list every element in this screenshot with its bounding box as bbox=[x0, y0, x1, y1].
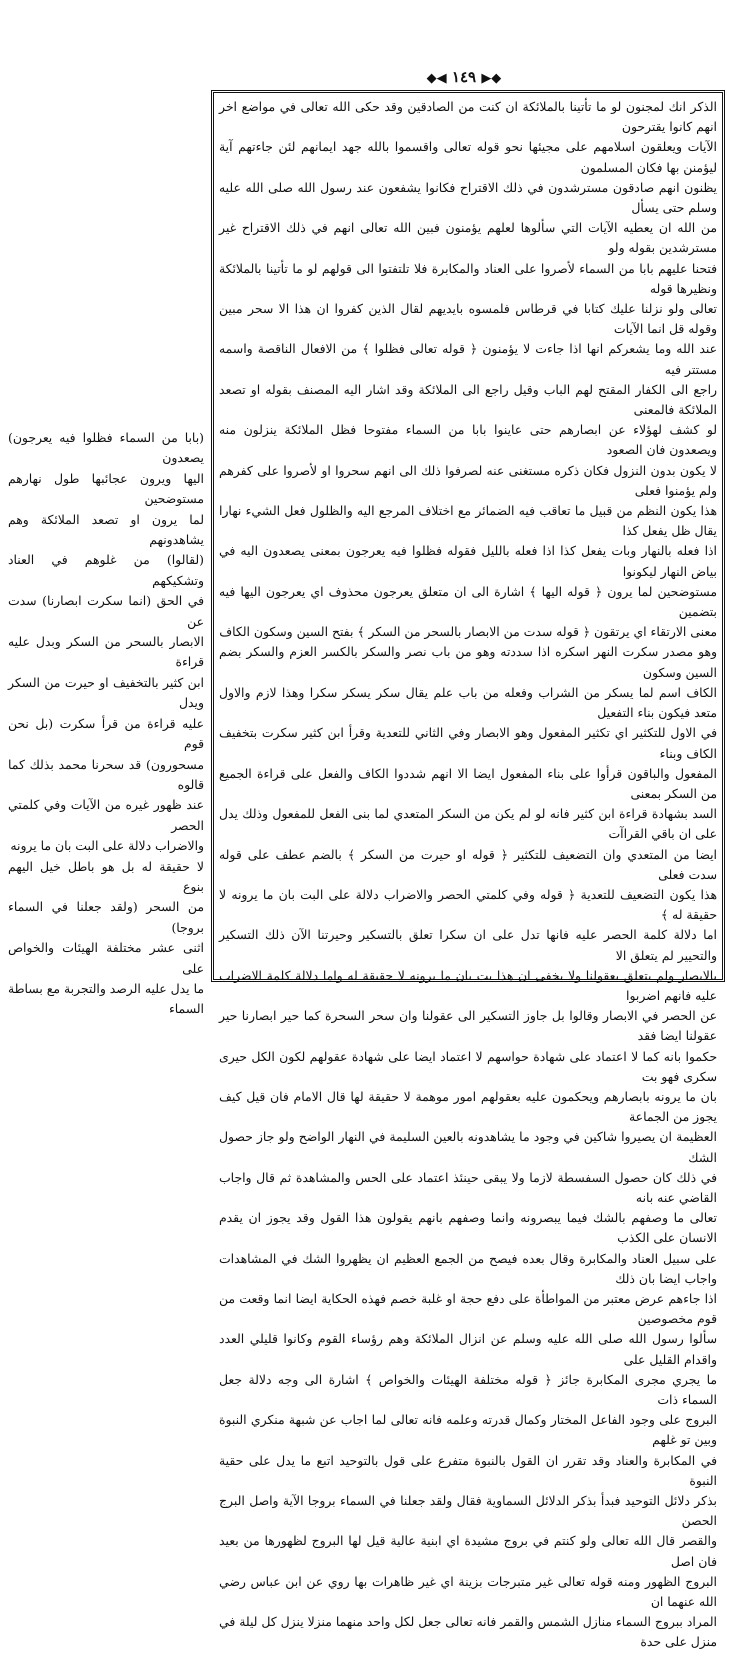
main-text-line: هذا يكون النظم من قبيل ما تعاقب فيه الضمائر مع اختلاف المرجع اليه والظلول فعل الشيء نهارا يقال ظل يفعل كذا bbox=[219, 503, 717, 539]
margin-text-line: الابصار بالسحر من السكر وبدل عليه قراءة bbox=[8, 634, 204, 670]
main-text-line: الآيات ويعلقون اسلامهم على مجيئها نحو قوله تعالى واقسموا بالله جهد ايمانهم لئن جاءتهم آية ليؤمنن بها فكان المسلمون bbox=[219, 139, 717, 175]
main-text-line: السد بشهادة قراءة ابن كثير فانه لو لم يكن من السكر المتعدي لما بنى الفعل للمفعول وذلك يدل على ان باقي القراآت bbox=[219, 806, 717, 842]
margin-text-line: عليه قراءة من قرأ سكرت (بل نحن قوم bbox=[8, 715, 204, 752]
main-text-line: في ذلك كان حصول السفسطة لازما ولا يبقى حينئذ اعتماد على الحس والمشاهدة ثم قال واجاب القاضي عنه بانه bbox=[219, 1169, 717, 1205]
main-text-line: مستوضحين لما يرون ﴿ قوله اليها ﴾ اشارة الى ان متعلق يعرجون محذوف اي يعرجون اليها فيه بتضمين bbox=[219, 583, 717, 620]
main-text-line: على سبيل العناد والمكابرة وقال بعده فيصح من الجمع العظيم ان يظهروا الشك في المشاهدات واجاب ايضا بان ذلك bbox=[219, 1250, 717, 1286]
main-text-line: البروج الظهور ومنه قوله تعالى غير متبرجات بزينة اي غير ظاهرات بها روي عن ابن عباس رضي الله عنهما ان bbox=[219, 1573, 717, 1610]
main-text-line: في الاول للتكثير اي تكثير المفعول وهو الابصار وفي الثاني للتعدية وقرأ ابن كثير سكرت بتخفيف الكاف وبناء bbox=[219, 725, 717, 761]
main-text-line: ما يجري مجرى المكابرة جائز ﴿ قوله مختلفة الهيئات والخواص ﴾ اشارة الى وجه دلالة جعل السماء ذات bbox=[219, 1371, 717, 1407]
main-text-line: اما دلالة كلمة الحصر عليه فانها تدل على ان سكرا تعلق بالتسكير وحيرتنا الآن ذلك التسكير والتحيير لم يتعلق الا bbox=[219, 927, 717, 963]
main-text-line: البروج على وجود الفاعل المختار وكمال قدرته وعلمه فانه تعالى لما اجاب عن شبهة منكري النبوة وبين تو غلهم bbox=[219, 1412, 717, 1448]
main-text-line: حكموا بانه كما لا اعتماد على شهادة حواسهم لا اعتماد ايضا على شهادة عقولهم لكون الكل حيرى سكرى فهو بت bbox=[219, 1048, 717, 1084]
margin-text-line: ما يدل عليه الرصد والتجربة مع بساطة السماء bbox=[8, 980, 204, 1017]
main-text-line: وهو مصدر سكرت النهر اسكره اذا سددته وهو من باب نصر والسكر بالكسر العزم والسكر بضم السين وسكون bbox=[219, 644, 717, 680]
main-text-line: المراد ببروج السماء منازل الشمس والقمر فانه تعالى جعل لكل واحد منهما منزلا ينزل كل ليلة في منزل على حدة bbox=[219, 1614, 717, 1650]
main-text-line: لو كشف لهؤلاء عن ابصارهم حتى عاينوا بابا من السماء مفتوحا فظل الملائكة ينزلون منه ويصعدون فان الصعود bbox=[219, 422, 717, 458]
main-text-line: اذا جاءهم عرض معتبر من المواطأة على دفع حجة او غلبة خصم فهذه الحكاية ايضا انما وقعت من قوم مخصوصين bbox=[219, 1290, 717, 1327]
main-text-line: عند الله وما يشعركم انها اذا جاءت لا يؤمنون ﴿ قوله تعالى فظلوا ﴾ من الافعال الناقصة واسمه مستتر فيه bbox=[219, 341, 717, 377]
main-text-line: عن الحصر في الابصار وقالوا بل جاوز التسكير الى عقولنا وان سحر السحرة كما حير ابصارنا حير عقولنا ايضا فقد bbox=[219, 1008, 717, 1044]
main-text-line: الذكر انك لمجنون لو ما تأتينا بالملائكة ان كنت من الصادقين وقد حكى الله تعالى في مواضع اخر انهم كانوا يقترحون bbox=[219, 99, 717, 135]
main-text-line: من الله ان يعطيه الآيات التي سألوها لعلهم يؤمنون فبين الله تعالى انهم في ذلك الاقتراح غير مسترشدين بقوله ولو bbox=[219, 220, 717, 256]
margin-text-line: اليها ويرون عجائبها طول نهارهم مستوضحين bbox=[8, 470, 204, 507]
main-commentary-text bbox=[219, 97, 717, 1650]
margin-text-line: من السحر (ولقد جعلنا في السماء بروجا) bbox=[8, 899, 204, 935]
main-text-line: راجع الى الكفار المقتح لهم الباب وقيل راجع الى الملائكة وقد اشار اليه المصنف بقوله او تصعد الملائكة فالمعنى bbox=[219, 381, 717, 418]
margin-text-line: ابن كثير بالتخفيف او حيرت من السكر ويدل bbox=[8, 674, 204, 711]
main-text-line: بالابصار ولم يتعلق بعقولنا ولا يخفى ان هذا بت بان ما يرونه لا حقيقة له واما دلالة كلمة الاضراب عليه فانهم اضربوا bbox=[219, 967, 717, 1003]
ornament-left-icon: ◆◀ bbox=[426, 71, 447, 86]
main-text-line: هذا يكون التضعيف للتعدية ﴿ قوله وفي كلمتي الحصر والاضراب دلالة على البت بان ما يرونه لا حقيقة له ﴾ bbox=[219, 886, 717, 923]
main-text-line: اذا فعله بالنهار وبات يفعل كذا اذا فعله بالليل فقوله فظلوا فيه يعرجون بمعنى يصعدون اليه في بياض النهار ليكونوا bbox=[219, 543, 717, 579]
margin-text-line: (بابا من السماء فظلوا فيه يعرجون) يصعدون bbox=[8, 430, 204, 466]
main-text-line: في المكابرة والعناد وقد تقرر ان القول بالنبوة متفرع على قول بالتوحيد اتبع ما يدل على حقية النبوة bbox=[219, 1452, 717, 1488]
page-number bbox=[418, 68, 510, 86]
main-text-line: المفعول والباقون قرأوا على بناء المفعول ايضا الا انهم شددوا الكاف والفعل على قراءة الجميع من السكر بمعنى bbox=[219, 765, 717, 801]
main-text-line: ايضا من المتعدي وان التضعيف للتكثير ﴿ قوله او حيرت من السكر ﴾ بالضم عطف على قوله سدت فعلى bbox=[219, 846, 717, 882]
margin-text-line: عند ظهور غيره من الآيات وفي كلمتي الحصر bbox=[8, 797, 204, 833]
main-text-line: فتحنا عليهم بابا من السماء لأصروا على العناد والمكابرة فلا تلتفتوا الى قولهم لو ما تأتينا بالملائكة ونظيرها قوله bbox=[219, 260, 717, 296]
ornament-right-icon: ▶◆ bbox=[481, 71, 502, 86]
main-text-line: العظيمة ان يصيروا شاكين في وجود ما يشاهدونه بالعين السليمة في النهار الواضح ولو جاز حصول الشك bbox=[219, 1129, 717, 1165]
margin-tafsir-text bbox=[8, 428, 204, 1017]
main-text-line: بان ما يرونه بابصارهم ويحكمون عليه بعقولهم امور موهمة لا حقيقة لها قال الامام فان قيل كيف يجوز من الجماعة bbox=[219, 1088, 717, 1125]
margin-text-line: اثنى عشر مختلفة الهيئات والخواص على bbox=[8, 940, 204, 976]
main-text-line: يظنون انهم صادقون مسترشدون في ذلك الاقتراح فكانوا يشفعون عند رسول الله صلى الله عليه وسلم حتى يسأل bbox=[219, 179, 717, 216]
margin-text-line: في الحق (انما سكرت ابصارنا) سدت عن bbox=[8, 593, 204, 629]
margin-text-line: مسحورون) قد سحرنا محمد بذلك كما قالوه bbox=[8, 756, 204, 792]
margin-text-line: والاضراب دلالة على البت بان ما يرونه bbox=[10, 838, 204, 854]
main-text-line: والقصر قال الله تعالى ولو كنتم في بروج مشيدة اي ابنية عالية قيل لها البروج لظهورها من بعيد فان اصل bbox=[219, 1533, 717, 1569]
main-text-line: سألوا رسول الله صلى الله عليه وسلم عن انزال الملائكة وهم رؤساء القوم وكانوا قليلي العدد واقدام القليل على bbox=[219, 1331, 717, 1367]
margin-text-line: لما يرون او تصعد الملائكة وهم يشاهدونهم bbox=[8, 511, 204, 548]
page-number-value: ١٤٩ bbox=[451, 68, 477, 86]
margin-text-line: (لقالوا) من غلوهم في العناد وتشكيكهم bbox=[8, 552, 204, 588]
main-text-line: بذكر دلائل التوحيد فبدأ بذكر الدلائل السماوية فقال ولقد جعلنا في السماء بروجا الآية واصل البرج الحصن bbox=[219, 1493, 717, 1529]
main-text-line: تعالى ولو نزلنا عليك كتابا في قرطاس فلمسوه بايديهم لقال الذين كفروا ان هذا الا سحر مبين وقوله قل انما الآيات bbox=[219, 301, 717, 337]
main-text-line: تعالى ما وصفهم بالشك فيما يبصرونه وانما وصفهم بانهم يقولون هذا القول وقد يجوز ان يقدم الانسان على الكذب bbox=[219, 1210, 717, 1246]
main-text-line: معنى الارتقاء اي يرتقون ﴿ قوله سدت من الابصار بالسحر من السكر ﴾ بفتح السين وسكون الكاف bbox=[219, 624, 717, 640]
main-text-line: لا يكون بدون النزول فكان ذكره مستغنى عنه لصرفوا ذلك الى انهم سحروا او لأصروا على كفرهم ولم يؤمنوا فعلى bbox=[219, 462, 717, 498]
margin-text-line: لا حقيقة له بل هو باطل خيل اليهم بنوع bbox=[8, 858, 204, 894]
main-text-line: الكاف اسم لما يسكر من الشراب وفعله من باب علم يقال سكر يسكر سكرا وهذا لازم والاول متعد فيكون بناء التفعيل bbox=[219, 684, 717, 721]
